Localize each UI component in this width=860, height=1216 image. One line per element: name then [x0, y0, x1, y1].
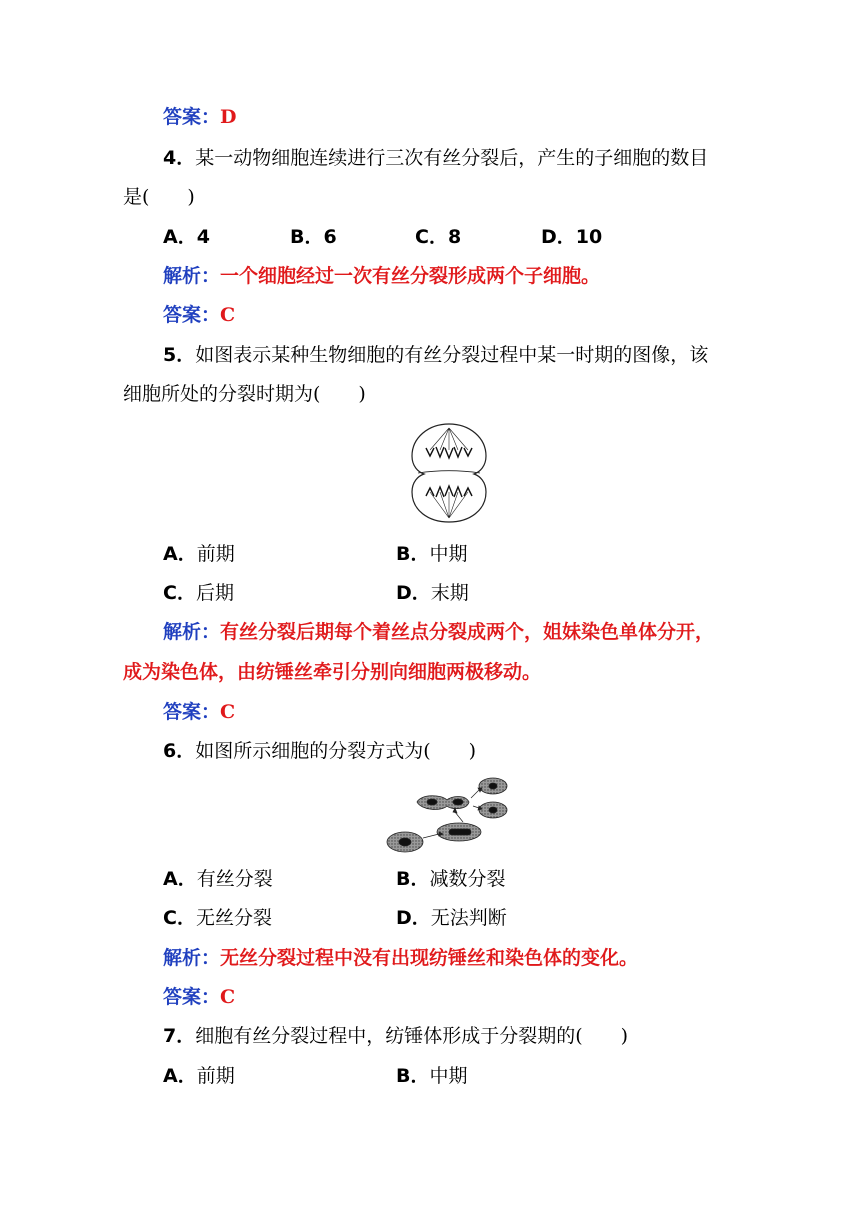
- option-letter: A．: [163, 543, 197, 565]
- q4-analysis: [163, 263, 600, 289]
- answer-label: 答案：: [163, 986, 221, 1008]
- answer-label: 答案：: [163, 106, 221, 128]
- q5-analysis-line1: [163, 619, 714, 645]
- answer-value: C: [220, 986, 236, 1008]
- q6-line1: [163, 738, 476, 764]
- analysis-text: 无丝分裂过程中没有出现纺锤丝和染色体的变化。: [220, 947, 639, 969]
- q6-answer: [163, 984, 235, 1010]
- option-text: 10: [575, 226, 603, 248]
- answer-value: C: [220, 304, 236, 326]
- q4-option-c: [415, 224, 461, 250]
- option-letter: D．: [396, 907, 431, 929]
- option-letter: C．: [415, 226, 448, 248]
- option-letter: C．: [163, 582, 196, 604]
- question-text: 如图所示细胞的分裂方式为( ): [195, 740, 477, 762]
- option-letter: B．: [290, 226, 324, 248]
- option-letter: D．: [396, 582, 431, 604]
- q7-option-a: [163, 1063, 235, 1089]
- option-text: 中期: [429, 543, 468, 565]
- q5-option-b: [396, 541, 468, 567]
- option-letter: C．: [163, 907, 196, 929]
- q4-line1: [163, 145, 708, 171]
- question-number: 5．: [163, 344, 196, 366]
- option-text: 前期: [196, 1065, 235, 1087]
- option-text: 中期: [429, 1065, 468, 1087]
- q6-option-b: [396, 866, 506, 892]
- answer-value: C: [220, 701, 236, 723]
- option-text: 减数分裂: [429, 868, 506, 890]
- option-text: 后期: [195, 582, 234, 604]
- answer-label: 答案：: [163, 304, 221, 326]
- question-number: 4．: [163, 147, 196, 169]
- q4-answer: [163, 302, 235, 328]
- q5-line1: [163, 342, 708, 368]
- option-letter: A．: [163, 226, 197, 248]
- q4-option-a: [163, 224, 210, 250]
- option-letter: B．: [396, 868, 430, 890]
- option-letter: B．: [396, 1065, 430, 1087]
- option-letter: A．: [163, 868, 197, 890]
- q5-answer: [163, 699, 235, 725]
- question-text: 如图表示某种生物细胞的有丝分裂过程中某一时期的图像，该: [195, 344, 709, 366]
- question-number: 7．: [163, 1025, 196, 1047]
- option-text: 无丝分裂: [195, 907, 272, 929]
- q6-option-d: [396, 905, 507, 931]
- analysis-label: 解析：: [163, 621, 221, 643]
- amitosis-cells-figure: [385, 774, 515, 856]
- option-text: 末期: [430, 582, 469, 604]
- analysis-label: 解析：: [163, 265, 221, 287]
- analysis-label: 解析：: [163, 947, 221, 969]
- question-text: 细胞有丝分裂过程中，纺锤体形成于分裂期的( ): [195, 1025, 629, 1047]
- q4-option-b: [290, 224, 337, 250]
- option-letter: A．: [163, 1065, 197, 1087]
- analysis-text: 一个细胞经过一次有丝分裂形成两个子细胞。: [220, 265, 601, 287]
- q6-option-a: [163, 866, 273, 892]
- q5-line2: 细胞所处的分裂时期为( ): [123, 383, 366, 405]
- q4-line2: 是( ): [123, 186, 195, 208]
- q5-option-d: [396, 580, 469, 606]
- option-text: 6: [323, 226, 337, 248]
- option-text: 8: [447, 226, 462, 248]
- question-text: 某一动物细胞连续进行三次有丝分裂后，产生的子细胞的数目: [195, 147, 709, 169]
- q5-analysis-line2: 成为染色体，由纺锤丝牵引分别向细胞两极移动。: [123, 661, 542, 683]
- q6-option-c: [163, 905, 272, 931]
- option-letter: B．: [396, 543, 430, 565]
- analysis-text: 有丝分裂后期每个着丝点分裂成两个，姐妹染色单体分开，: [220, 621, 715, 643]
- q6-analysis: [163, 945, 638, 971]
- q7-option-b: [396, 1063, 468, 1089]
- answer-value: D: [220, 106, 237, 128]
- option-text: 前期: [196, 543, 235, 565]
- option-text: 4: [196, 226, 210, 248]
- q5-option-c: [163, 580, 234, 606]
- anaphase-cell-figure: [408, 420, 490, 526]
- question-number: 6．: [163, 740, 196, 762]
- option-text: 无法判断: [430, 907, 507, 929]
- option-text: 有丝分裂: [196, 868, 273, 890]
- option-letter: D．: [541, 226, 576, 248]
- answer-prev: [163, 104, 237, 130]
- answer-label: 答案：: [163, 701, 221, 723]
- q4-option-d: [541, 224, 602, 250]
- q7-line1: [163, 1023, 628, 1049]
- q5-option-a: [163, 541, 235, 567]
